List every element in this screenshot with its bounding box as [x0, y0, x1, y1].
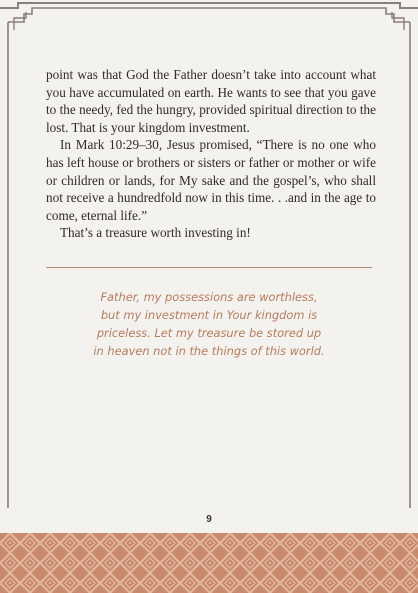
section-divider [46, 267, 372, 268]
lattice-pattern-icon [0, 533, 418, 593]
prayer-line: but my investment in Your kingdom is [100, 308, 318, 322]
prayer-line: in heaven not in the things of this world. [93, 344, 325, 358]
prayer-line: priceless. Let my treasure be stored up [96, 326, 322, 340]
body-text [46, 66, 376, 242]
border-top-inner [8, 8, 410, 22]
page-number: 9 [206, 514, 212, 525]
paragraph-continuation: point was that God the Father doesn’t take into account what you have accumulated on earth. He wants to see that you gave to the needy, fed the hungry, provided spiritual direction to the lost. That is your kingdom investment. [46, 67, 376, 135]
paragraph-scripture: In Mark 10:29–30, Jesus promised, “There is no one who has left house or brothers or sisters or father or mother or wife or children or lands, for My sake and the gospel’s, who shall not receive a hundredfold now in this time. . .and in the age to come, eternal life.” [46, 137, 376, 223]
prayer-line: Father, my possessions are worthless, [100, 290, 318, 304]
prayer-block [80, 288, 338, 360]
paragraph-closing: That’s a treasure worth investing in! [60, 225, 251, 241]
decorative-band [0, 533, 418, 593]
